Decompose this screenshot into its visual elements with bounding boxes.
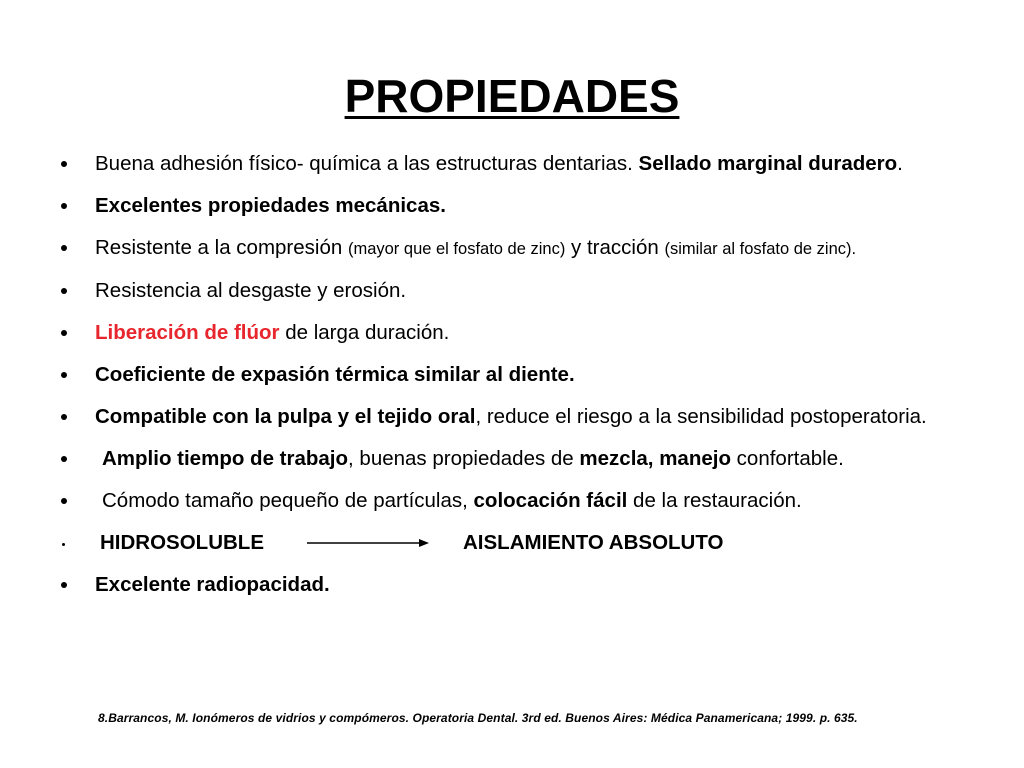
list-item-thermal (58, 363, 958, 387)
item-text: . (897, 152, 903, 175)
bullet-list (58, 152, 958, 615)
bullet-icon (61, 582, 67, 588)
list-item-mechanical (58, 194, 958, 218)
item-text-bold: Amplio tiempo de trabajo (102, 447, 349, 470)
item-text: , reduce el riesgo a la sensibilidad postoperatoria. (475, 405, 927, 428)
item-text: Resistencia al desgaste y erosión. (95, 279, 407, 302)
bullet-icon (61, 288, 67, 294)
list-item-particles (58, 489, 958, 513)
item-text-bold: Sellado marginal duradero (638, 152, 898, 175)
bullet-icon (61, 372, 67, 378)
item-text-bold: Compatible con la pulpa y el tejido oral (95, 405, 476, 428)
item-text: Excelentes propiedades mecánicas. (95, 194, 446, 217)
item-text-small: (mayor que el fosfato de zinc) (347, 240, 566, 258)
item-text: de la restauración. (627, 489, 802, 512)
bullet-icon (61, 245, 67, 251)
bullet-icon (61, 498, 67, 504)
list-item-wear (58, 279, 958, 303)
list-item-radiopacity (58, 573, 958, 597)
arrow-right-icon (307, 537, 429, 549)
item-text: , buenas propiedades de (348, 447, 580, 470)
item-text: Cómodo tamaño pequeño de partículas, (102, 489, 474, 512)
bullet-icon (61, 330, 67, 336)
list-item-working-time (58, 447, 958, 471)
item-text-highlight: Liberación de flúor (95, 321, 280, 344)
item-text: Excelente radiopacidad. (95, 573, 330, 596)
item-text: y tracción (565, 236, 665, 259)
bullet-icon (62, 543, 65, 546)
item-text: confortable. (730, 447, 844, 470)
item-text-small: (similar al fosfato de zinc). (664, 240, 857, 258)
bullet-icon (61, 203, 67, 209)
item-text: Coeficiente de expasión térmica similar al diente. (95, 363, 575, 386)
list-item-fluoride (58, 321, 958, 345)
item-text-bold: AISLAMIENTO ABSOLUTO (463, 531, 724, 554)
reference-citation: 8.Barrancos, M. Ionómeros de vidrios y compómeros. Operatoria Dental. 3rd ed. Buenos Aires: Médica Panamericana; 1999. p. 635. (98, 711, 858, 725)
item-text: Buena adhesión físico- química a las estructuras dentarias. (95, 152, 639, 175)
list-item-compression (58, 236, 958, 261)
list-item-hydrosoluble (58, 531, 958, 555)
slide-title: PROPIEDADES (344, 70, 680, 122)
item-text-bold: mezcla, manejo (579, 447, 731, 470)
item-text-bold: HIDROSOLUBLE (100, 531, 264, 554)
bullet-icon (61, 161, 67, 167)
item-text: Resistente a la compresión (95, 236, 348, 259)
list-item-adhesion (58, 152, 958, 176)
bullet-icon (61, 456, 67, 462)
bullet-icon (61, 414, 67, 420)
item-text: de larga duración. (279, 321, 450, 344)
list-item-compatible (58, 405, 958, 429)
item-text-bold: colocación fácil (473, 489, 628, 512)
